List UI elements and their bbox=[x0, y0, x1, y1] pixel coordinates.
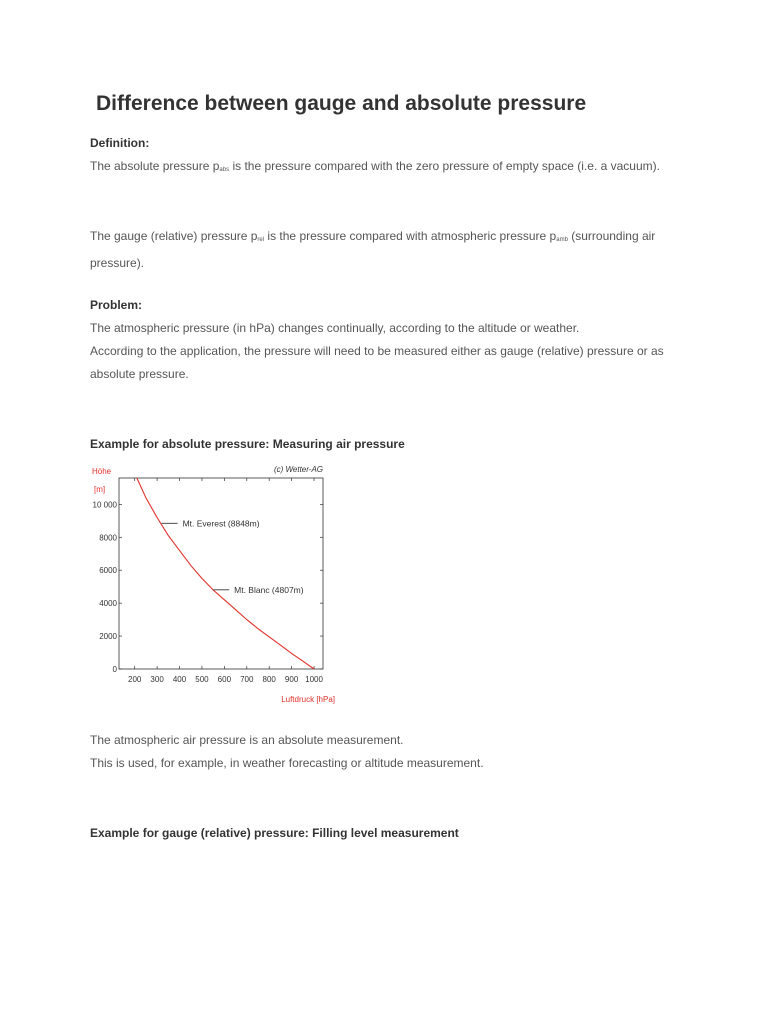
page-title: Difference between gauge and absolute pressure bbox=[96, 92, 587, 115]
text-segment: The gauge (relative) pressure p bbox=[90, 229, 258, 243]
problem-paragraph bbox=[90, 317, 680, 386]
after-chart-line-1: The atmospheric air pressure is an absolute measurement. bbox=[90, 733, 404, 747]
x-tick-label: 900 bbox=[284, 675, 299, 684]
x-tick-label: 1000 bbox=[305, 675, 323, 684]
example-absolute-heading: Example for absolute pressure: Measuring air pressure bbox=[90, 437, 405, 451]
annotation-label: Mt. Everest (8848m) bbox=[182, 518, 260, 529]
y-tick-label: 0 bbox=[112, 665, 117, 674]
text-segment: is the pressure compared with atmospheric pressure p bbox=[264, 229, 557, 243]
y-tick-label: 2000 bbox=[99, 632, 117, 642]
x-tick-label: 800 bbox=[262, 675, 276, 684]
chart-credit: (c) Wetter-AG bbox=[273, 465, 323, 474]
y-axis-unit: [m] bbox=[94, 485, 106, 494]
y-tick-label: 10 000 bbox=[92, 500, 117, 510]
x-tick-label: 300 bbox=[150, 675, 164, 684]
y-tick-label: 8000 bbox=[99, 533, 117, 543]
text-segment: is the pressure compared with the zero pressure of empty space (i.e. a vacuum). bbox=[229, 159, 660, 173]
x-tick-label: 700 bbox=[240, 675, 254, 684]
x-tick-label: 400 bbox=[172, 675, 187, 684]
y-tick-label: 6000 bbox=[99, 566, 117, 576]
subscript-rel: rel bbox=[257, 237, 265, 243]
x-axis-label: Luftdruck [hPa] bbox=[281, 695, 335, 704]
after-chart-paragraph bbox=[90, 729, 680, 775]
definition-paragraph-gauge bbox=[90, 225, 680, 275]
x-tick-label: 500 bbox=[195, 675, 209, 684]
subscript-amb: amb bbox=[556, 237, 568, 243]
altitude-pressure-chart bbox=[88, 462, 348, 712]
definition-paragraph-absolute bbox=[90, 155, 680, 182]
x-tick-label: 200 bbox=[128, 675, 142, 684]
x-tick-label: 600 bbox=[217, 675, 232, 684]
subscript-abs: abs bbox=[219, 167, 230, 173]
text-segment: (surrounding air pressure). bbox=[90, 229, 656, 270]
y-tick-label: 4000 bbox=[99, 599, 117, 609]
text-segment: The absolute pressure p bbox=[90, 159, 220, 173]
definition-label: Definition: bbox=[90, 136, 150, 150]
plot-frame bbox=[119, 478, 323, 669]
example-gauge-heading: Example for gauge (relative) pressure: Filling level measurement bbox=[90, 826, 459, 840]
annotation-label: Mt. Blanc (4807m) bbox=[234, 584, 304, 595]
y-axis-label: Höhe bbox=[92, 467, 112, 476]
problem-line-1: The atmospheric pressure (in hPa) changes continually, according to the altitude or weather. bbox=[90, 321, 580, 335]
after-chart-line-2: This is used, for example, in weather forecasting or altitude measurement. bbox=[90, 756, 484, 770]
problem-label: Problem: bbox=[90, 298, 143, 312]
problem-line-2: According to the application, the pressure will need to be measured either as gauge (relative) pressure or as absolute pressure. bbox=[90, 344, 664, 381]
pressure-altitude-curve bbox=[137, 478, 314, 669]
